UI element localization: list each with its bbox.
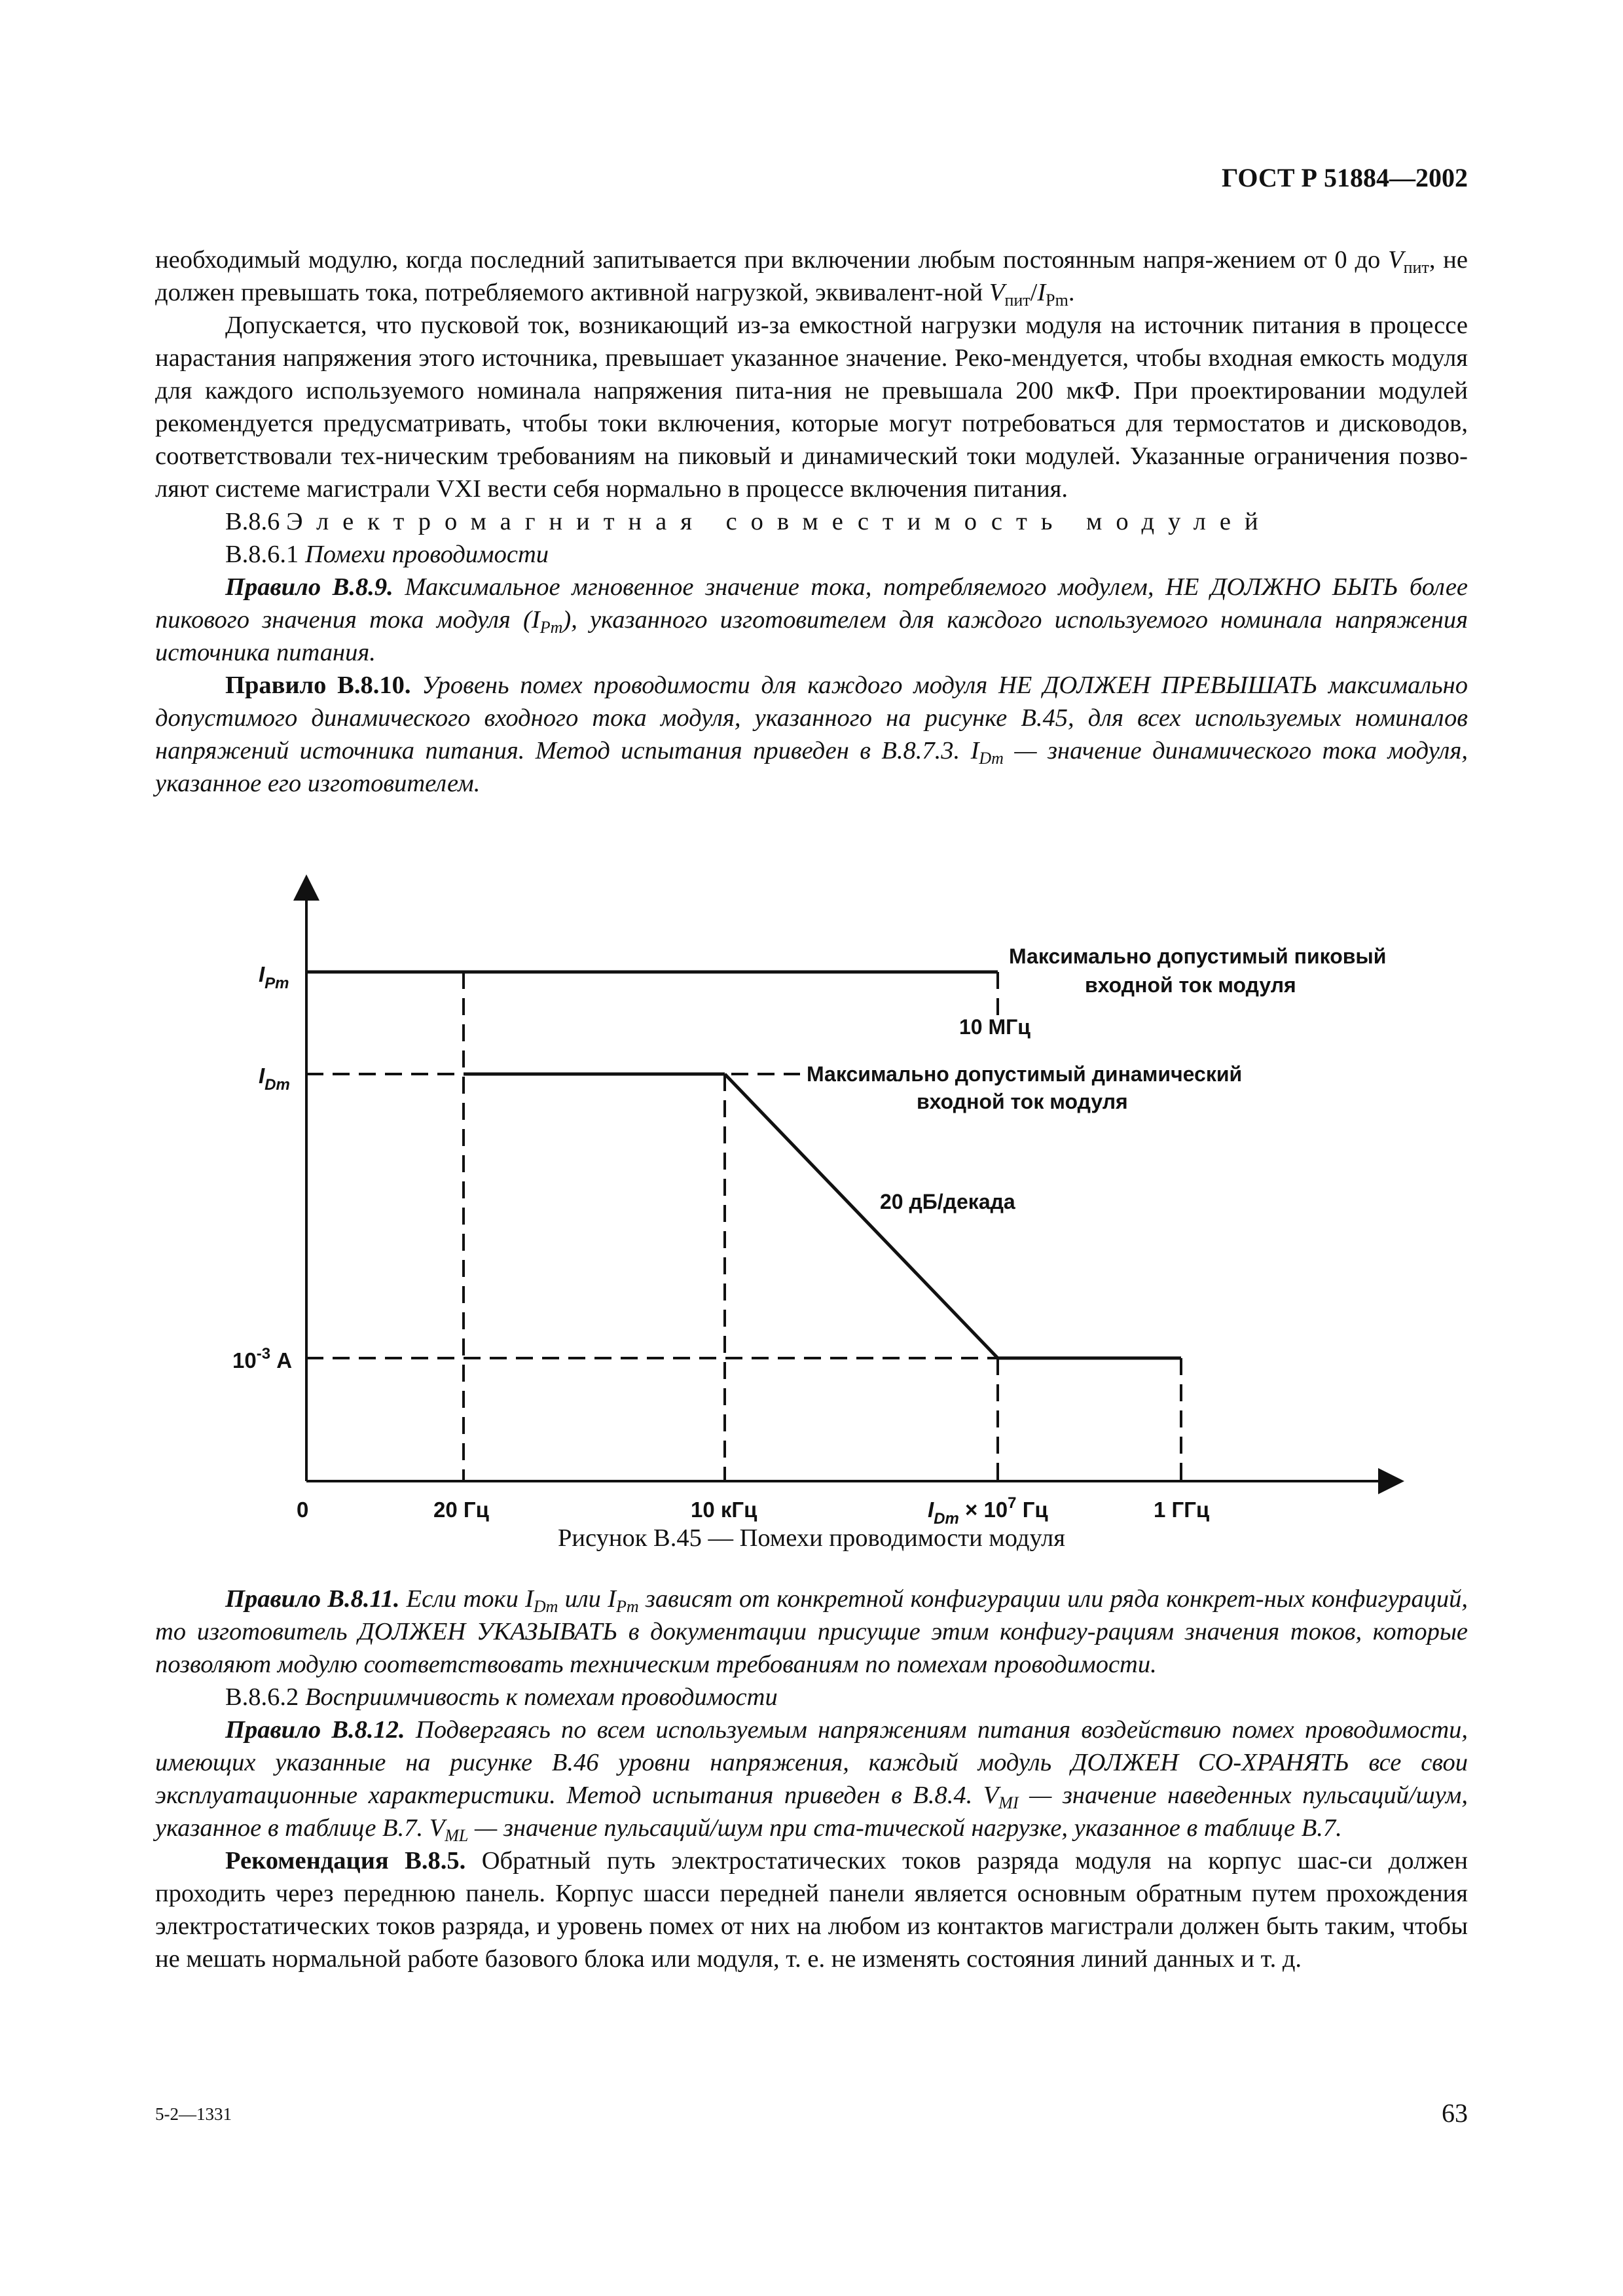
subscript: пит [1403, 258, 1429, 277]
section-b862-heading [155, 1681, 1468, 1713]
peak-label-line1: Максимально допустимый пиковый [1009, 944, 1387, 968]
symbol: V [1388, 246, 1404, 274]
y-label-floor: $10^{-3}$ А [232, 1345, 293, 1372]
freq-label-10mhz: 10 МГц [959, 1015, 1030, 1039]
text-run: — значение пульсаций/шум при ста-тической нагрузке, указанное в таблице В.7. [468, 1814, 1342, 1842]
symbol: V [989, 279, 1005, 306]
recommendation-label: Рекомендация В.8.5. [225, 1847, 466, 1874]
text-run: , не должен превышать тока, потребляемого активной нагрузкой, эквивалент-ной [155, 246, 1468, 306]
paragraph-continuation [155, 243, 1468, 309]
slope-line [725, 1074, 998, 1358]
text-run: или [558, 1585, 608, 1613]
subscript: Dm [979, 749, 1004, 768]
symbol: I [608, 1585, 616, 1613]
x-label-idm-1e7: $I_{Dm} \times 10^7$ Гц [928, 1494, 1048, 1528]
section-b861-heading [155, 538, 1468, 571]
subscript: Pm [1046, 291, 1068, 310]
subscript: Pm [539, 618, 563, 637]
slope-label: 20 дБ/декада [880, 1190, 1015, 1213]
text-run: Подвергаясь по всем используемым напряжениям питания воздействию помех проводимости, имеющих указанные на рисунке В.46 уровни напряжения, каждый модуль ДОЛЖЕН СО-ХРАНЯТЬ все свои эксплуатационные характеристики. Метод испытания приведен в В.8.4. [155, 1716, 1468, 1809]
text-run: . [1068, 279, 1075, 306]
recommendation-b85 [155, 1844, 1468, 1975]
text-run: необходимый модулю, когда последний запитывается при включении любым постоянным напря-жением от 0 до [155, 246, 1389, 274]
symbol: I [970, 737, 979, 764]
text-run: ), указанного изготовителем для каждого используемого номинала напряжения источника питания. [155, 606, 1468, 666]
page-number: 63 [1442, 2098, 1468, 2128]
dynamic-label-line2: входной ток модуля [917, 1090, 1128, 1113]
subscript: ML [445, 1826, 469, 1845]
section-number: В.8.6.2 [225, 1683, 305, 1711]
x-label-20hz: 20 Гц [433, 1498, 489, 1522]
text-run: зависят от конкретной конфигурации или ряда конкрет-ных конфигураций, то изготовитель ДОЛЖЕН УКАЗЫВАТЬ в документации присущие этим конфигу-рациям значения токов, которые позволяют модулю соответствовать техническим требованиям по помехам проводимости. [155, 1585, 1468, 1678]
section-title: Помехи проводимости [304, 541, 549, 568]
paragraph-inrush: Допускается, что пусковой ток, возникающий из-за емкостной нагрузки модуля на источник питания в процессе нарастания напряжения этого источника, превышает указанное значение. Реко-мендуется, чтобы входная емкость модуля для каждого используемого номинала напряжения пита-ния не превышала 200 мкФ. При проектировании модулей рекомендуется предусматривать, чтобы токи включения, которые могут потребоваться для термостатов и дисководов, соответствовали тех-ническим требованиям на пиковый и динамический токи модулей. Указанные ограничения позво-ляют системе магистрали VXI вести себя нормально в процессе включения питания. [155, 312, 1468, 503]
section-number: В.8.6 [225, 508, 287, 535]
subscript: Pm [615, 1597, 639, 1616]
subscript: Dm [533, 1597, 558, 1616]
symbol: V [429, 1814, 445, 1842]
y-label-idm: $I_{Dm}$ [259, 1064, 290, 1094]
text-run: Если токи [399, 1585, 526, 1613]
figure-b45 [155, 870, 1468, 1528]
text-run: — значение наведенных пульсаций/шум, указанное в таблице В.7. [155, 1782, 1468, 1842]
dynamic-label-line1: Максимально допустимый динамический [807, 1062, 1243, 1086]
section-b86-heading [155, 505, 1468, 538]
x-label-zero: 0 [297, 1498, 309, 1522]
y-label-ipm: $I_{Pm}$ [259, 962, 289, 992]
rule-label: Правило В.8.10. [225, 672, 411, 699]
x-label-10khz: 10 кГц [691, 1498, 757, 1522]
footer-print-code: 5-2—1331 [155, 2104, 232, 2124]
symbol: V [983, 1782, 999, 1809]
symbol: I [1037, 279, 1046, 306]
rule-b812 [155, 1713, 1468, 1844]
rule-b810 [155, 669, 1468, 800]
rule-b811 [155, 1583, 1468, 1681]
symbol: I [525, 1585, 534, 1613]
section-number: В.8.6.1 [225, 541, 305, 568]
rule-label: Правило В.8.9. [225, 573, 393, 601]
text-run: — значение динамического тока модуля, указанное его изготовителем. [155, 737, 1468, 797]
text-run: Обратный путь электростатических токов разряда модуля на корпус шас-си должен проходить через переднюю панель. Корпус шасси передней панели является основным обратным путем прохождения электростатических токов разряда, и уровень помех от них на любом из контактов магистрали должен быть таким, чтобы не мешать нормальной работе базового блока или модуля, т. е. не изменять состояния линий данных и т. д. [155, 1847, 1468, 1973]
figure-caption: Рисунок В.45 — Помехи проводимости модуля [558, 1524, 1065, 1552]
symbol: I [531, 606, 540, 634]
text-run: Максимальное мгновенное значение тока, потребляемого модулем, НЕ ДОЛЖНО БЫТЬ более пикового значения тока модуля ( [155, 573, 1468, 634]
rule-b89 [155, 571, 1468, 669]
conducted-noise-graph [155, 870, 1468, 1528]
section-title: Восприимчивость к помехам проводимости [304, 1683, 778, 1711]
peak-label-line2: входной ток модуля [1085, 973, 1296, 997]
lower-text [155, 1583, 1468, 1975]
subscript: MI [998, 1793, 1019, 1812]
rule-label: Правило В.8.11. [225, 1585, 400, 1613]
document-header: ГОСТ Р 51884—2002 [1221, 163, 1468, 192]
text-run: Уровень помех проводимости для каждого модуля НЕ ДОЛЖЕН ПРЕВЫШАТЬ максимально допустимого динамического входного тока модуля, указанного на рисунке В.45, для всех используемых номиналов напряжений источника питания. Метод испытания приведен в В.8.7.3. [155, 672, 1468, 764]
rule-label: Правило В.8.12. [225, 1716, 405, 1744]
subscript: пит [1004, 291, 1030, 310]
x-label-1ghz: 1 ГГц [1154, 1498, 1210, 1522]
text-run: / [1030, 279, 1038, 306]
section-title: Электромагнитная совместимость модулей [286, 508, 1272, 535]
upper-text [155, 243, 1468, 800]
